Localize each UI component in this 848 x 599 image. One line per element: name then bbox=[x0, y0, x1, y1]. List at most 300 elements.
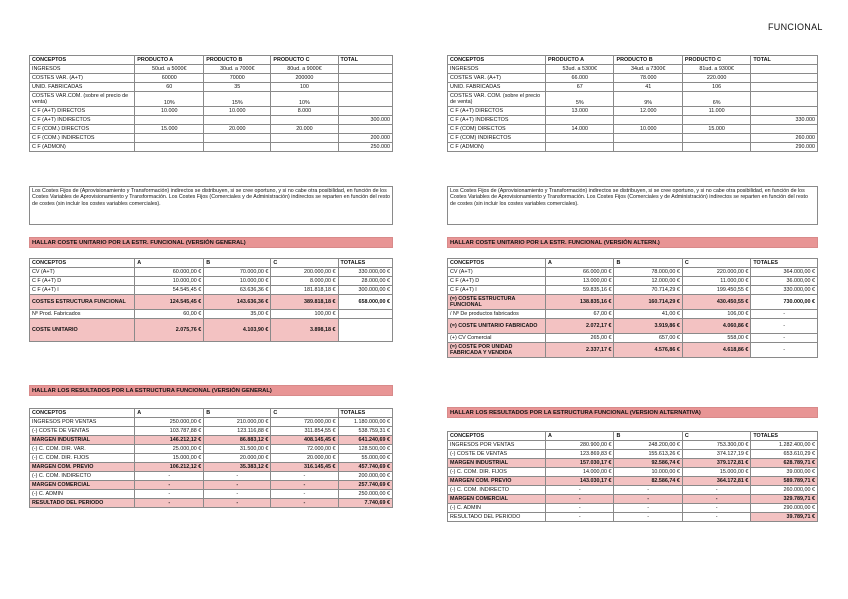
value-cell: 538.759,31 € bbox=[338, 427, 392, 436]
value-cell bbox=[751, 92, 818, 107]
value-cell: 160.714,29 € bbox=[614, 295, 682, 310]
value-cell: 81ud. a 9300€ bbox=[682, 65, 750, 74]
value-cell bbox=[338, 65, 392, 74]
concept-cell: COSTES VAR. (A+T) bbox=[448, 74, 546, 83]
value-cell bbox=[338, 92, 392, 107]
concept-cell: INGRESOS POR VENTAS bbox=[30, 418, 135, 427]
value-cell bbox=[546, 134, 614, 143]
value-cell bbox=[751, 74, 818, 83]
value-cell bbox=[614, 143, 682, 152]
table-row bbox=[448, 116, 818, 125]
concept-cell: C F (A+T) I bbox=[448, 286, 546, 295]
table-row bbox=[448, 125, 818, 134]
value-cell: - bbox=[204, 490, 271, 499]
value-cell bbox=[338, 319, 392, 342]
distribution-note: Los Costes Fijos de (Aprovisionamiento y Transformación) indirectos se distribuyen, si se cree oportuno, y si no cabe otra posibilidad, en función de los Costes Variables de Aprovisionamiento y Transformación. Los Costes Fijos (Comerciales y de Administración) indirectos se reparten en función del resto de costes (sin incluir los costes variables comerciales). bbox=[29, 186, 393, 225]
value-cell bbox=[614, 116, 682, 125]
value-cell: - bbox=[682, 486, 750, 495]
header-cell: B bbox=[204, 259, 271, 268]
concept-cell: (=) COSTE ESTRUCTURA FUNCIONAL bbox=[448, 295, 546, 310]
table-row bbox=[448, 286, 818, 295]
value-cell bbox=[338, 74, 392, 83]
value-cell: - bbox=[546, 504, 614, 513]
value-cell: 641.240,69 € bbox=[338, 436, 392, 445]
concept-cell: (-) COSTE DE VENTAS bbox=[448, 450, 546, 459]
value-cell: 70.714,29 € bbox=[614, 286, 682, 295]
header-cell: B bbox=[614, 259, 682, 268]
concept-cell: UNID. FABRICADAS bbox=[448, 83, 546, 92]
value-cell: 7.740,69 € bbox=[338, 499, 392, 508]
value-cell: 280.900,00 € bbox=[546, 441, 614, 450]
header-cell: TOTAL bbox=[338, 56, 392, 65]
header-cell: C bbox=[682, 259, 750, 268]
value-cell: - bbox=[204, 472, 271, 481]
value-cell: - bbox=[614, 495, 682, 504]
value-cell: 200000 bbox=[271, 74, 338, 83]
concept-cell: (-) C. ADMIN bbox=[30, 490, 135, 499]
page-title: FUNCIONAL bbox=[768, 22, 823, 32]
table-row bbox=[448, 459, 818, 468]
value-cell: 329.789,71 € bbox=[751, 495, 818, 504]
table-row bbox=[448, 83, 818, 92]
table-row bbox=[448, 319, 818, 334]
value-cell: 210.000,00 € bbox=[204, 418, 271, 427]
concept-cell: / Nº De productos fabricados bbox=[448, 310, 546, 319]
value-cell: 12.000,00 € bbox=[614, 277, 682, 286]
value-cell: 15.000 bbox=[682, 125, 750, 134]
value-cell: 41,00 € bbox=[614, 310, 682, 319]
value-cell: 20.000,00 € bbox=[271, 454, 338, 463]
table-row bbox=[30, 143, 393, 152]
concept-cell: C F (A+T) I bbox=[30, 286, 135, 295]
value-cell: - bbox=[271, 490, 338, 499]
value-cell: 589.789,71 € bbox=[751, 477, 818, 486]
concept-cell: C F (A+T) DIRECTOS bbox=[448, 107, 546, 116]
value-cell: 92.586,74 € bbox=[614, 459, 682, 468]
value-cell: - bbox=[271, 481, 338, 490]
table-row bbox=[448, 295, 818, 310]
value-cell: 9% bbox=[614, 92, 682, 107]
value-cell bbox=[682, 134, 750, 143]
table-row bbox=[448, 143, 818, 152]
value-cell: 106.212,12 € bbox=[135, 463, 204, 472]
concept-cell: C F (COM) INDIRECTOS bbox=[448, 134, 546, 143]
value-cell: - bbox=[682, 495, 750, 504]
concept-cell: MARGEN INDUSTRIAL bbox=[448, 459, 546, 468]
table-header-row bbox=[448, 56, 818, 65]
value-cell: 250.000 bbox=[338, 143, 392, 152]
table-header-row bbox=[448, 432, 818, 441]
concept-cell: COSTES VAR. (A+T) bbox=[30, 74, 135, 83]
value-cell: 55.000,00 € bbox=[338, 454, 392, 463]
header-cell: TOTALES bbox=[751, 432, 818, 441]
table-row bbox=[448, 74, 818, 83]
table-row bbox=[30, 295, 393, 310]
value-cell bbox=[204, 134, 271, 143]
value-cell: 106,00 € bbox=[682, 310, 750, 319]
value-cell: 364.000,00 € bbox=[751, 268, 818, 277]
value-cell: - bbox=[546, 486, 614, 495]
value-cell: - bbox=[751, 310, 818, 319]
value-cell: - bbox=[204, 481, 271, 490]
value-cell: 25.000,00 € bbox=[135, 445, 204, 454]
value-cell: - bbox=[682, 513, 750, 522]
table-row bbox=[448, 92, 818, 107]
value-cell: 2.072,17 € bbox=[546, 319, 614, 334]
concept-cell: MARGEN INDUSTRIAL bbox=[30, 436, 135, 445]
value-cell: 330.000 bbox=[751, 116, 818, 125]
value-cell bbox=[338, 310, 392, 319]
value-cell: 408.145,45 € bbox=[271, 436, 338, 445]
concept-cell: (-) C. COM. INDIRECTO bbox=[30, 472, 135, 481]
value-cell: 199.450,55 € bbox=[682, 286, 750, 295]
value-cell: 39.000,00 € bbox=[751, 468, 818, 477]
header-cell: CONCEPTOS bbox=[448, 259, 546, 268]
concept-cell: (-) C. COM. DIR. FIJOS bbox=[448, 468, 546, 477]
value-cell bbox=[135, 134, 204, 143]
concept-cell: COSTE UNITARIO bbox=[30, 319, 135, 342]
header-cell: C bbox=[271, 259, 338, 268]
value-cell: 265,00 € bbox=[546, 334, 614, 343]
value-cell: 128.500,00 € bbox=[338, 445, 392, 454]
value-cell: 653.610,29 € bbox=[751, 450, 818, 459]
value-cell bbox=[751, 107, 818, 116]
table-row bbox=[448, 310, 818, 319]
value-cell bbox=[682, 116, 750, 125]
value-cell: 248.200,00 € bbox=[614, 441, 682, 450]
value-cell: - bbox=[546, 513, 614, 522]
value-cell: 15% bbox=[204, 92, 271, 107]
table-row bbox=[30, 92, 393, 107]
concept-cell: CV (A+T) bbox=[30, 268, 135, 277]
value-cell: 50ud. a 5000€ bbox=[135, 65, 204, 74]
value-cell: 123.869,83 € bbox=[546, 450, 614, 459]
value-cell: 374.127,19 € bbox=[682, 450, 750, 459]
header-cell: C bbox=[271, 409, 338, 418]
concept-cell: INGRESOS bbox=[30, 65, 135, 74]
value-cell: 10.000,00 € bbox=[135, 277, 204, 286]
concept-cell: UNID. FABRICADAS bbox=[30, 83, 135, 92]
value-cell bbox=[338, 125, 392, 134]
concept-cell: C F (ADMON) bbox=[30, 143, 135, 152]
concept-cell: INGRESOS POR VENTAS bbox=[448, 441, 546, 450]
value-cell: 155.613,26 € bbox=[614, 450, 682, 459]
concept-cell: (=) COSTE POR UNIDAD FABRICADA Y VENDIDA bbox=[448, 343, 546, 358]
value-cell: - bbox=[135, 472, 204, 481]
value-cell: 10.000 bbox=[204, 107, 271, 116]
header-cell: CONCEPTOS bbox=[30, 259, 135, 268]
value-cell: 157.030,17 € bbox=[546, 459, 614, 468]
value-cell: 10.000 bbox=[135, 107, 204, 116]
table-row bbox=[448, 495, 818, 504]
value-cell bbox=[751, 83, 818, 92]
table-row bbox=[30, 83, 393, 92]
concept-cell: (-) C. COM. DIR. VAR. bbox=[30, 445, 135, 454]
value-cell: 66.000,00 € bbox=[546, 268, 614, 277]
table-header-row bbox=[448, 259, 818, 268]
value-cell: 260.000 bbox=[751, 134, 818, 143]
header-cell: C bbox=[682, 432, 750, 441]
value-cell: 8.000 bbox=[271, 107, 338, 116]
left-cost-table bbox=[29, 258, 393, 342]
value-cell: - bbox=[135, 490, 204, 499]
concept-cell: C F (A+T) DIRECTOS bbox=[30, 107, 135, 116]
value-cell: 54.545,45 € bbox=[135, 286, 204, 295]
value-cell: 379.172,81 € bbox=[682, 459, 750, 468]
value-cell: - bbox=[614, 504, 682, 513]
header-cell: A bbox=[135, 409, 204, 418]
value-cell: 146.212,12 € bbox=[135, 436, 204, 445]
left-data-table bbox=[29, 55, 393, 152]
header-cell: PRODUCTO C bbox=[271, 56, 338, 65]
value-cell: 53ud. a 5300€ bbox=[546, 65, 614, 74]
value-cell bbox=[271, 143, 338, 152]
table-row bbox=[448, 486, 818, 495]
value-cell: 67 bbox=[546, 83, 614, 92]
value-cell: 5% bbox=[546, 92, 614, 107]
header-cell: CONCEPTOS bbox=[30, 56, 135, 65]
value-cell: 13.000 bbox=[546, 107, 614, 116]
value-cell bbox=[546, 116, 614, 125]
value-cell bbox=[135, 116, 204, 125]
value-cell: 457.740,69 € bbox=[338, 463, 392, 472]
concept-cell: RESULTADO DEL PERIODO bbox=[448, 513, 546, 522]
value-cell: - bbox=[751, 319, 818, 334]
table-header-row bbox=[30, 259, 393, 268]
table-row bbox=[30, 490, 393, 499]
distribution-note: Los Costes Fijos de (Aprovisionamiento y Transformación) indirectos se distribuyen, si se cree oportuno, y si no cabe otra posibilidad, en función de los Costes Variables de Aprovisionamiento y Transformación. Los Costes Fijos (Comerciales y de Administración) indirectos se reparten en función del resto de costes (sin incluir los costes variables comerciales). bbox=[447, 186, 818, 225]
value-cell: - bbox=[546, 495, 614, 504]
value-cell: 60.000,00 € bbox=[135, 268, 204, 277]
value-cell: - bbox=[204, 499, 271, 508]
value-cell bbox=[204, 143, 271, 152]
table-row bbox=[30, 445, 393, 454]
value-cell: 34ud. a 7300€ bbox=[614, 65, 682, 74]
value-cell: 300.000,00 € bbox=[338, 286, 392, 295]
value-cell: 63.636,36 € bbox=[204, 286, 271, 295]
value-cell: 257.740,69 € bbox=[338, 481, 392, 490]
value-cell: 15.000,00 € bbox=[135, 454, 204, 463]
value-cell: 28.000,00 € bbox=[338, 277, 392, 286]
value-cell: 6% bbox=[682, 92, 750, 107]
concept-cell: C F (A+T) INDIRECTOS bbox=[30, 116, 135, 125]
header-cell: PRODUCTO A bbox=[546, 56, 614, 65]
value-cell: 558,00 € bbox=[682, 334, 750, 343]
concept-cell: (+) CV Comercial bbox=[448, 334, 546, 343]
table-row bbox=[448, 513, 818, 522]
value-cell: 4.103,90 € bbox=[204, 319, 271, 342]
value-cell: 181.818,18 € bbox=[271, 286, 338, 295]
value-cell: 30ud. a 7000€ bbox=[204, 65, 271, 74]
concept-cell: (-) C. COM. INDIRECTO bbox=[448, 486, 546, 495]
value-cell: 4.576,86 € bbox=[614, 343, 682, 358]
concept-cell: C F (COM.) DIRECTOS bbox=[30, 125, 135, 134]
value-cell: 10.000 bbox=[614, 125, 682, 134]
value-cell bbox=[271, 116, 338, 125]
value-cell: 143.030,17 € bbox=[546, 477, 614, 486]
value-cell bbox=[135, 143, 204, 152]
value-cell: 260.000,00 € bbox=[751, 486, 818, 495]
value-cell: 78.000 bbox=[614, 74, 682, 83]
value-cell: 10% bbox=[271, 92, 338, 107]
value-cell: - bbox=[614, 513, 682, 522]
concept-cell: C F (A+T) D bbox=[30, 277, 135, 286]
value-cell: 59.835,16 € bbox=[546, 286, 614, 295]
table-row bbox=[30, 463, 393, 472]
header-cell: A bbox=[546, 432, 614, 441]
value-cell: 20.000,00 € bbox=[204, 454, 271, 463]
table-row bbox=[30, 268, 393, 277]
value-cell: 220.000,00 € bbox=[682, 268, 750, 277]
value-cell: 628.789,71 € bbox=[751, 459, 818, 468]
concept-cell: INGRESOS bbox=[448, 65, 546, 74]
value-cell: 138.835,16 € bbox=[546, 295, 614, 310]
value-cell: 31.500,00 € bbox=[204, 445, 271, 454]
value-cell: 364.172,81 € bbox=[682, 477, 750, 486]
value-cell: 15.000,00 € bbox=[682, 468, 750, 477]
value-cell: 14.000 bbox=[546, 125, 614, 134]
concept-cell: C F (A+T) D bbox=[448, 277, 546, 286]
concept-cell: RESULTADO DEL PERIODO bbox=[30, 499, 135, 508]
value-cell: 70000 bbox=[204, 74, 271, 83]
table-row bbox=[448, 441, 818, 450]
table-row bbox=[30, 319, 393, 342]
header-cell: CONCEPTOS bbox=[448, 56, 546, 65]
concept-cell: C F (COM.) INDIRECTOS bbox=[30, 134, 135, 143]
value-cell: 86.883,12 € bbox=[204, 436, 271, 445]
value-cell: 200.000,00 € bbox=[271, 268, 338, 277]
value-cell: 200.000 bbox=[338, 134, 392, 143]
value-cell: 10% bbox=[135, 92, 204, 107]
value-cell: 3.898,18 € bbox=[271, 319, 338, 342]
value-cell: 35,00 € bbox=[204, 310, 271, 319]
value-cell bbox=[338, 83, 392, 92]
table-row bbox=[30, 277, 393, 286]
concept-cell: COSTES VAR. COM. (sobre el precio de venta) bbox=[448, 92, 546, 107]
value-cell: - bbox=[751, 334, 818, 343]
value-cell: 8.000,00 € bbox=[271, 277, 338, 286]
table-row bbox=[448, 134, 818, 143]
concept-cell: CV (A+T) bbox=[448, 268, 546, 277]
concept-cell: C F (A+T) INDIRECTOS bbox=[448, 116, 546, 125]
value-cell: - bbox=[271, 499, 338, 508]
value-cell: 430.450,55 € bbox=[682, 295, 750, 310]
value-cell: 82.586,74 € bbox=[614, 477, 682, 486]
table-row bbox=[30, 125, 393, 134]
header-cell: CONCEPTOS bbox=[448, 432, 546, 441]
value-cell bbox=[546, 143, 614, 152]
table-row bbox=[448, 477, 818, 486]
concept-cell: COSTES ESTRUCTURA FUNCIONAL bbox=[30, 295, 135, 310]
header-cell: B bbox=[614, 432, 682, 441]
value-cell: 13.000,00 € bbox=[546, 277, 614, 286]
value-cell: 124.545,45 € bbox=[135, 295, 204, 310]
value-cell: 143.636,36 € bbox=[204, 295, 271, 310]
concept-cell: (-) C. ADMIN bbox=[448, 504, 546, 513]
header-cell: PRODUCTO B bbox=[204, 56, 271, 65]
concept-cell: MARGEN COMERCIAL bbox=[448, 495, 546, 504]
table-row bbox=[30, 436, 393, 445]
concept-cell: Nº Prod. Fabricados bbox=[30, 310, 135, 319]
value-cell: 11.000,00 € bbox=[682, 277, 750, 286]
value-cell: 2.337,17 € bbox=[546, 343, 614, 358]
value-cell: 35 bbox=[204, 83, 271, 92]
value-cell: 720.000,00 € bbox=[271, 418, 338, 427]
value-cell: 2.075,76 € bbox=[135, 319, 204, 342]
value-cell bbox=[682, 143, 750, 152]
table-row bbox=[448, 277, 818, 286]
value-cell: 70.000,00 € bbox=[204, 268, 271, 277]
header-cell: PRODUCTO C bbox=[682, 56, 750, 65]
value-cell: 389.818,18 € bbox=[271, 295, 338, 310]
value-cell: 100 bbox=[271, 83, 338, 92]
value-cell: 41 bbox=[614, 83, 682, 92]
table-row bbox=[30, 481, 393, 490]
value-cell: - bbox=[751, 343, 818, 358]
table-row bbox=[30, 472, 393, 481]
value-cell: 60000 bbox=[135, 74, 204, 83]
value-cell: 311.854,55 € bbox=[271, 427, 338, 436]
table-row bbox=[30, 427, 393, 436]
concept-cell: (-) C. COM. DIR. FIJOS bbox=[30, 454, 135, 463]
table-row bbox=[30, 74, 393, 83]
value-cell: 106 bbox=[682, 83, 750, 92]
value-cell: 316.145,45 € bbox=[271, 463, 338, 472]
concept-cell: (-) COSTE DE VENTAS bbox=[30, 427, 135, 436]
value-cell: 11.000 bbox=[682, 107, 750, 116]
value-cell bbox=[204, 116, 271, 125]
value-cell: - bbox=[271, 472, 338, 481]
value-cell: 60,00 € bbox=[135, 310, 204, 319]
value-cell: 14.000,00 € bbox=[546, 468, 614, 477]
value-cell bbox=[271, 134, 338, 143]
value-cell: - bbox=[135, 499, 204, 508]
concept-cell: (=) COSTE UNITARIO FABRICADO bbox=[448, 319, 546, 334]
value-cell: - bbox=[135, 481, 204, 490]
concept-cell: MARGEN COM. PREVIO bbox=[448, 477, 546, 486]
value-cell: 60 bbox=[135, 83, 204, 92]
concept-cell: MARGEN COMERCIAL bbox=[30, 481, 135, 490]
header-cell: PRODUCTO B bbox=[614, 56, 682, 65]
table-row bbox=[30, 134, 393, 143]
value-cell: 10.000,00 € bbox=[204, 277, 271, 286]
value-cell: 36.000,00 € bbox=[751, 277, 818, 286]
value-cell: 20.000 bbox=[204, 125, 271, 134]
table-row bbox=[30, 65, 393, 74]
value-cell: - bbox=[682, 504, 750, 513]
value-cell: 300.000 bbox=[338, 116, 392, 125]
value-cell: 657,00 € bbox=[614, 334, 682, 343]
table-row bbox=[30, 286, 393, 295]
value-cell: 4.060,86 € bbox=[682, 319, 750, 334]
value-cell bbox=[614, 134, 682, 143]
header-cell: A bbox=[546, 259, 614, 268]
value-cell bbox=[751, 125, 818, 134]
value-cell: 103.787,88 € bbox=[135, 427, 204, 436]
concept-cell: C F (COM) DIRECTOS bbox=[448, 125, 546, 134]
value-cell: 4.618,86 € bbox=[682, 343, 750, 358]
section-banner-unit-cost: HALLAR COSTE UNITARIO POR LA ESTR. FUNCIONAL (VERSIÓN ALTERN.) bbox=[447, 237, 818, 248]
value-cell: 250.000,00 € bbox=[135, 418, 204, 427]
value-cell: 220.000 bbox=[682, 74, 750, 83]
header-cell: A bbox=[135, 259, 204, 268]
value-cell: 72.000,00 € bbox=[271, 445, 338, 454]
section-banner-results: HALLAR LOS RESULTADOS POR LA ESTRUCTURA FUNCIONAL (VERSIÓN GENERAL) bbox=[29, 385, 393, 396]
value-cell: 66.000 bbox=[546, 74, 614, 83]
table-row bbox=[448, 65, 818, 74]
table-row bbox=[448, 468, 818, 477]
table-row bbox=[448, 450, 818, 459]
